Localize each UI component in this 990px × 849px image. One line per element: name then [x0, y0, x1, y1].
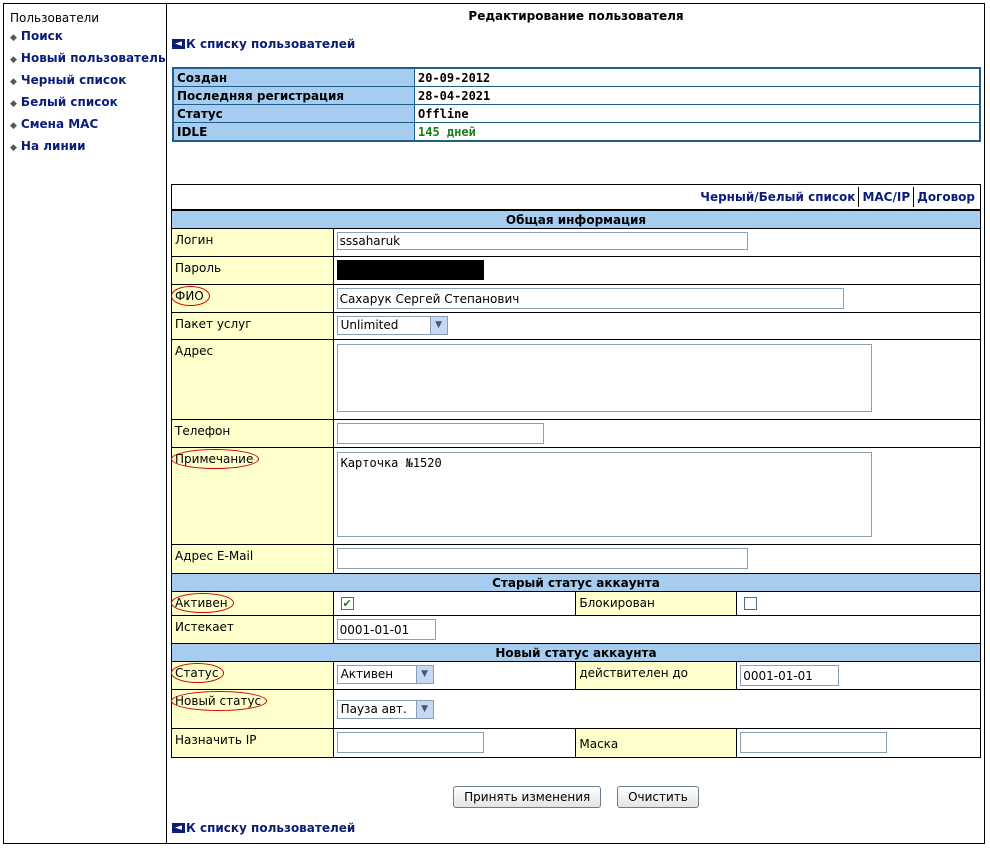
back-to-list-link-bottom[interactable]: ◄ К списку пользователей	[172, 821, 355, 835]
phone-label: Телефон	[172, 420, 334, 448]
phone-input[interactable]	[337, 423, 544, 444]
table-row	[173, 123, 980, 142]
arrow-left-icon: ◄	[172, 823, 185, 833]
table-row	[173, 68, 980, 87]
sidebar-item-online[interactable]: ◆ На линии	[10, 139, 86, 153]
blocked-checkbox[interactable]	[744, 597, 757, 610]
status-label: Статус	[175, 666, 219, 680]
diamond-icon: ◆	[10, 143, 17, 153]
sidebar-title: Пользователи	[10, 11, 100, 25]
page-title: Редактирование пользователя	[468, 9, 684, 23]
valid-until-input[interactable]	[740, 665, 839, 686]
password-field[interactable]	[337, 260, 484, 280]
note-label: Примечание	[175, 452, 254, 466]
diamond-icon: ◆	[10, 77, 17, 87]
clear-button[interactable]: Очистить	[617, 786, 699, 808]
section-new-status: Новый статус аккаунта	[172, 644, 981, 662]
diamond-icon: ◆	[10, 55, 17, 65]
info-value: 28-04-2021	[415, 87, 981, 105]
fio-input[interactable]	[337, 288, 844, 309]
info-key: IDLE	[173, 123, 415, 142]
fio-label: ФИО	[175, 289, 204, 303]
valid-until-label: действителен до	[576, 662, 737, 690]
apply-changes-button[interactable]: Принять изменения	[453, 786, 601, 808]
info-value: Offline	[415, 105, 981, 123]
sidebar-item-blacklist[interactable]: ◆ Черный список	[10, 73, 127, 87]
note-textarea[interactable]	[337, 452, 872, 537]
arrow-left-icon: ◄	[172, 39, 185, 49]
package-select[interactable]: Unlimited ▼	[337, 316, 448, 335]
user-info-table	[172, 67, 981, 142]
form-buttons	[168, 786, 984, 808]
back-to-list-link[interactable]: ◄ К списку пользователей	[172, 37, 355, 51]
chevron-down-icon: ▼	[416, 701, 433, 718]
user-edit-form	[171, 184, 981, 758]
diamond-icon: ◆	[10, 121, 17, 131]
mask-label: Маска	[576, 729, 737, 758]
expires-label: Истекает	[172, 616, 334, 644]
tab-contract[interactable]: Договор	[917, 189, 975, 204]
info-key: Создан	[173, 68, 415, 87]
ip-label: Назначить IP	[172, 729, 334, 758]
active-checkbox[interactable]: ✔	[342, 597, 352, 610]
address-label: Адрес	[172, 340, 334, 420]
idle-value: 145 дней	[415, 123, 981, 142]
info-value: 20-09-2012	[415, 68, 981, 87]
tab-blacklist[interactable]: Черный/Белый список	[700, 189, 856, 204]
section-general: Общая информация	[172, 210, 981, 229]
new-status-label: Новый статус	[175, 694, 262, 708]
login-input[interactable]	[337, 232, 748, 250]
blocked-label: Блокирован	[576, 592, 737, 616]
new-status-select[interactable]: Пауза авт. ▼	[337, 700, 434, 719]
email-label: Адрес E-Mail	[172, 545, 334, 574]
email-input[interactable]	[337, 548, 748, 569]
info-key: Статус	[173, 105, 415, 123]
table-row	[173, 87, 980, 105]
table-row	[173, 105, 980, 123]
sidebar-item-mac-change[interactable]: ◆ Смена MAC	[10, 117, 99, 131]
chevron-down-icon: ▼	[430, 317, 447, 334]
sidebar-item-whitelist[interactable]: ◆ Белый список	[10, 95, 118, 109]
chevron-down-icon: ▼	[416, 666, 433, 683]
diamond-icon: ◆	[10, 33, 17, 43]
password-label: Пароль	[172, 257, 334, 285]
sidebar-item-search[interactable]: ◆ Поиск	[10, 29, 63, 43]
status-select[interactable]: Активен ▼	[337, 665, 434, 684]
section-old-status: Старый статус аккаунта	[172, 574, 981, 592]
active-label: Активен	[175, 596, 228, 610]
package-label: Пакет услуг	[172, 313, 334, 340]
diamond-icon: ◆	[10, 99, 17, 109]
ip-input[interactable]	[337, 732, 484, 753]
sidebar-item-new-user[interactable]: ◆ Новый пользователь	[10, 51, 166, 65]
tab-mac-ip[interactable]: MAC/IP	[862, 189, 911, 204]
expires-input[interactable]	[337, 619, 436, 640]
sidebar	[4, 4, 167, 844]
login-label: Логин	[172, 229, 334, 257]
mask-input[interactable]	[740, 732, 887, 753]
tabs-bar	[172, 185, 981, 211]
info-key: Последняя регистрация	[173, 87, 415, 105]
address-textarea[interactable]	[337, 344, 872, 412]
